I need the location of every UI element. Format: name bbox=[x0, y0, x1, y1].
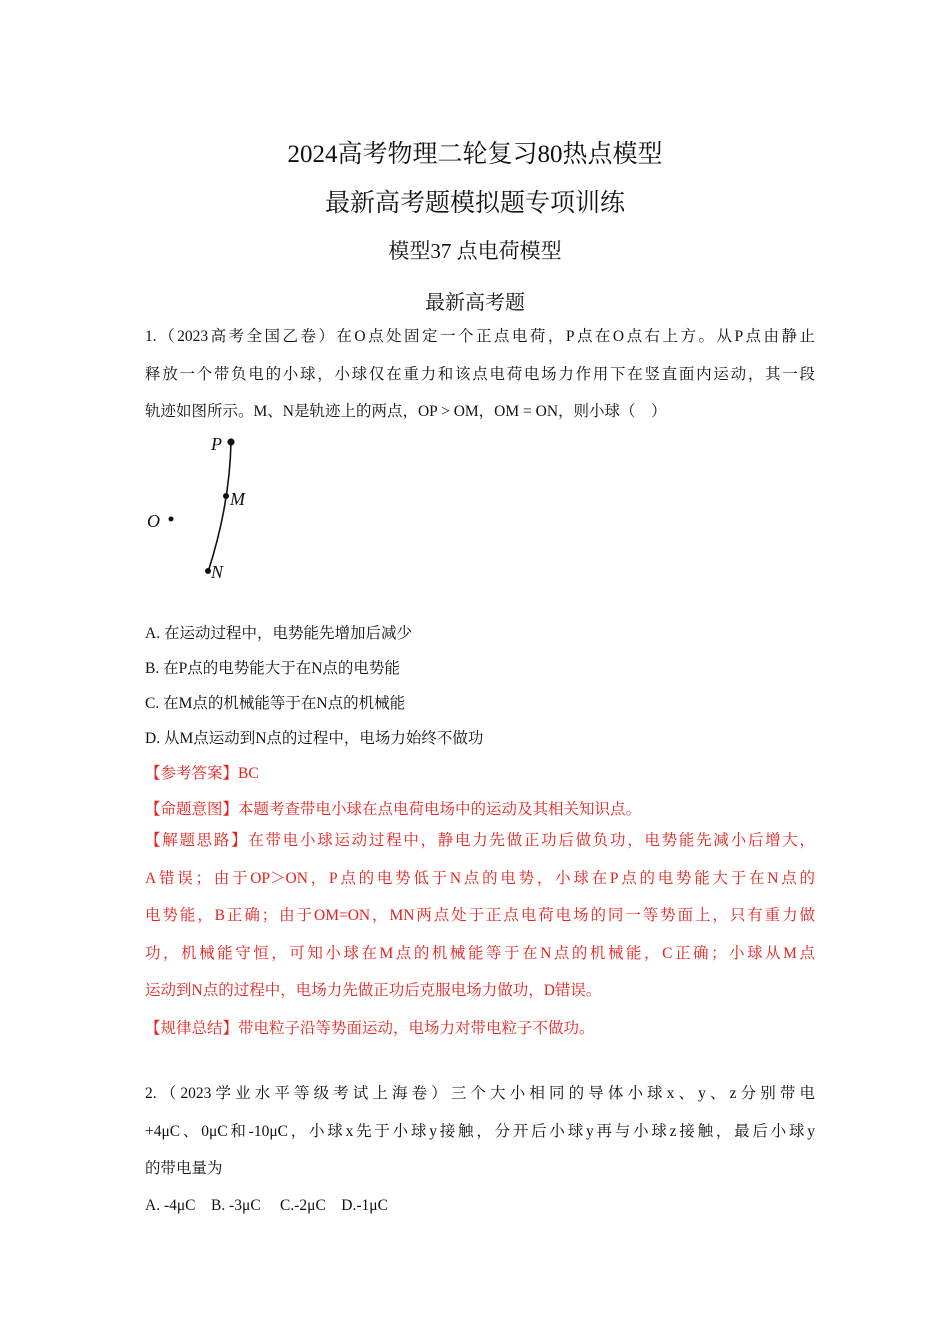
solution-block bbox=[145, 822, 815, 1010]
question-1-stem-line: 1.（2023高考全国乙卷）在O点处固定一个正点电荷，P点在O点右上方。从P点由静止 bbox=[145, 328, 815, 345]
question-2-stem-line: +4μC、0μC和-10μC，小球x先于小球y接触，分开后小球y再与小球z接触，最后小球y bbox=[145, 1122, 815, 1140]
solution-line: 【解题思路】在带电小球运动过程中，静电力先做正功后做负功，电势能先减小后增大， bbox=[145, 832, 815, 849]
model-title: 模型37 点电荷模型 bbox=[388, 239, 562, 263]
option-d: D. 从M点运动到N点的过程中，电场力始终不做功 bbox=[145, 730, 484, 747]
question-intent: 【命题意图】本题考查带电小球在点电荷电场中的运动及其相关知识点。 bbox=[145, 801, 642, 818]
label-p: P bbox=[211, 434, 222, 454]
option-c: C. 在M点的机械能等于在N点的机械能 bbox=[145, 695, 406, 712]
solution-line: 运动到N点的过程中，电场力先做正功后克服电场力做功，D错误。 bbox=[145, 982, 602, 999]
question-2-stem-line: 的带电量为 bbox=[145, 1160, 223, 1177]
question-2-stem bbox=[145, 1075, 815, 1188]
question-2-stem-line: 2.（2023学业水平等级考试上海卷）三个大小相同的导体小球x、y、z分别带电 bbox=[145, 1085, 815, 1102]
option-a: A. 在运动过程中，电势能先增加后减少 bbox=[145, 625, 412, 642]
solution-line: A错误；由于OP＞ON，P点的电势低于N点的电势，小球在P点的电势能大于在N点的 bbox=[145, 869, 815, 887]
label-m: M bbox=[230, 489, 245, 509]
solution-line: 功，机械能守恒，可知小球在M点的机械能等于在N点的机械能，C正确；小球从M点 bbox=[145, 944, 815, 962]
rule-summary: 【规律总结】带电粒子沿等势面运动，电场力对带电粒子不做功。 bbox=[145, 1020, 595, 1037]
solution-line: 电势能，B正确；由于OM=ON，MN两点处于正点电荷电场的同一等势面上，只有重力做 bbox=[145, 907, 815, 924]
reference-answer: 【参考答案】BC bbox=[145, 765, 259, 782]
point-m-dot bbox=[223, 493, 229, 499]
section-title: 最新高考题 bbox=[425, 292, 525, 314]
question-2-options: A. -4μC B. -3μC C.-2μC D.-1μC bbox=[145, 1197, 388, 1214]
option-b: B. 在P点的电势能大于在N点的电势能 bbox=[145, 660, 400, 677]
trajectory-figure bbox=[140, 430, 280, 590]
label-n: N bbox=[211, 562, 224, 582]
question-1-stem bbox=[145, 318, 815, 431]
question-1-stem-line: 轨迹如图所示。M、N是轨迹上的两点，OP > OM，OM = ON，则小球（ ） bbox=[145, 403, 667, 420]
label-o: O bbox=[147, 511, 160, 531]
document-subtitle: 最新高考题模拟题专项训练 bbox=[324, 190, 625, 217]
document-title: 2024高考物理二轮复习80热点模型 bbox=[287, 141, 663, 168]
point-p-dot bbox=[227, 438, 234, 445]
point-o-dot bbox=[169, 517, 174, 522]
trajectory-curve bbox=[208, 442, 231, 572]
question-1-stem-line: 释放一个带负电的小球，小球仅在重力和该点电荷电场力作用下在竖直面内运动，其一段 bbox=[145, 365, 815, 383]
